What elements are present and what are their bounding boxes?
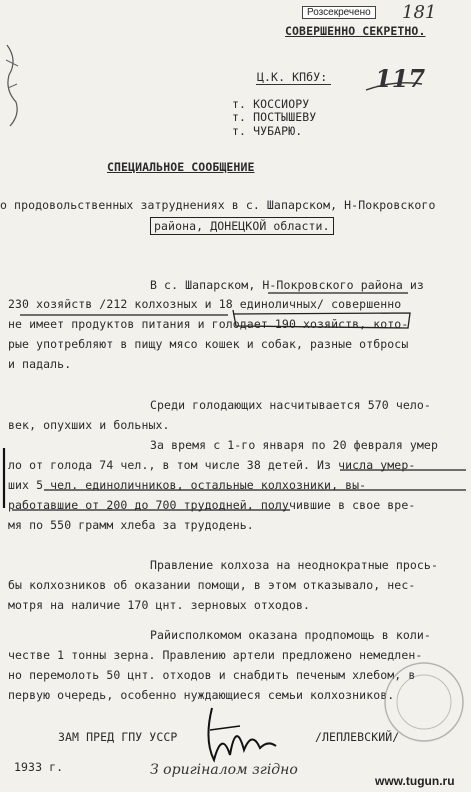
registry-number: 117 [375,64,426,93]
paragraph-line: ло от голода 74 чел., в том числе 38 детей. Из числа умер- [8,458,416,472]
signatory-position: ЗАМ ПРЕД ГПУ УССР [58,730,178,744]
paragraph-line: бы колхозников об оказании помощи, в этом отказывало, нес- [8,578,416,592]
paragraph-line: Правление колхоза на неоднократные прось- [150,558,438,572]
paragraph-line: ших 5 чел. единоличников, остальные колхозники, вы- [8,478,367,492]
classification-label: СОВЕРШЕННО СЕКРЕТНО. [285,24,426,38]
document-subtitle-line: о продовольственных затруднениях в с. Шапарском, Н-Покровского [0,198,436,212]
addressee-line: т. ПОСТЫШЕВУ [232,110,317,124]
paragraph-line: мотря на наличие 170 цнт. зерновых отходов. [8,598,311,612]
document-subtitle-line: района, ДОНЕЦКОЙ области. [150,217,334,235]
paragraph-line: Среди голодающих насчитывается 570 чело- [150,398,431,412]
handwritten-signature [200,700,280,770]
paragraph-line: честве 1 тонны зерна. Правлению артели предложено немедлен- [8,648,423,662]
paragraph-line: не имеет продуктов питания и голодает 190 хозяйств, кото- [8,317,409,331]
addressee-line: т. ЧУБАРЮ. [232,124,303,138]
paragraph-line: работавшие от 200 до 700 трудодней, получившие в свое вре- [8,498,416,512]
paragraph-line: мя по 550 грамм хлеба за трудодень. [8,518,254,532]
paragraph-line: но перемолоть 50 цнт. отходов и снабдить печеным хлебом, в [8,668,416,682]
paragraph-line: 230 хозяйств /212 колхозных и 18 единоличных/ совершенно [8,297,402,311]
pencil-marks [0,448,471,518]
folio-number: 181 [402,2,437,23]
paragraph-line: В с. Шапарском, Н-Покровского района из [150,278,424,292]
document-title: СПЕЦИАЛЬНОЕ СООБЩЕНИЕ [107,160,255,174]
paragraph-line: За время с 1-го января по 20 февраля умер [150,438,438,452]
pencil-marks [8,288,468,348]
document-date: 1933 г. [14,760,64,774]
margin-handwriting [4,40,22,130]
paragraph-line: первую очередь, особенно нуждающиеся семьи колхозников. [8,688,395,702]
paragraph-line: рые употребляют в пищу мясо кошек и собак, разные отбросы [8,337,409,351]
addressee-org: Ц.К. КПбУ: [257,70,328,84]
declassified-stamp: Розсекречено [302,6,376,19]
watermark: www.tugun.ru [375,774,455,788]
registry-strike [364,78,424,94]
addressee-underline [256,84,331,85]
paragraph-line: и падаль. [8,357,72,371]
addressee-line: т. КОССИОРУ [232,97,310,111]
paragraph-line: век, опухших и больных. [8,418,170,432]
certification-note: З оригіналом згідно [150,762,298,778]
signatory-name: /ЛЕПЛЕВСКИЙ/ [315,730,400,744]
paragraph-line: Райисполкомом оказана продпомощь в коли- [150,628,431,642]
